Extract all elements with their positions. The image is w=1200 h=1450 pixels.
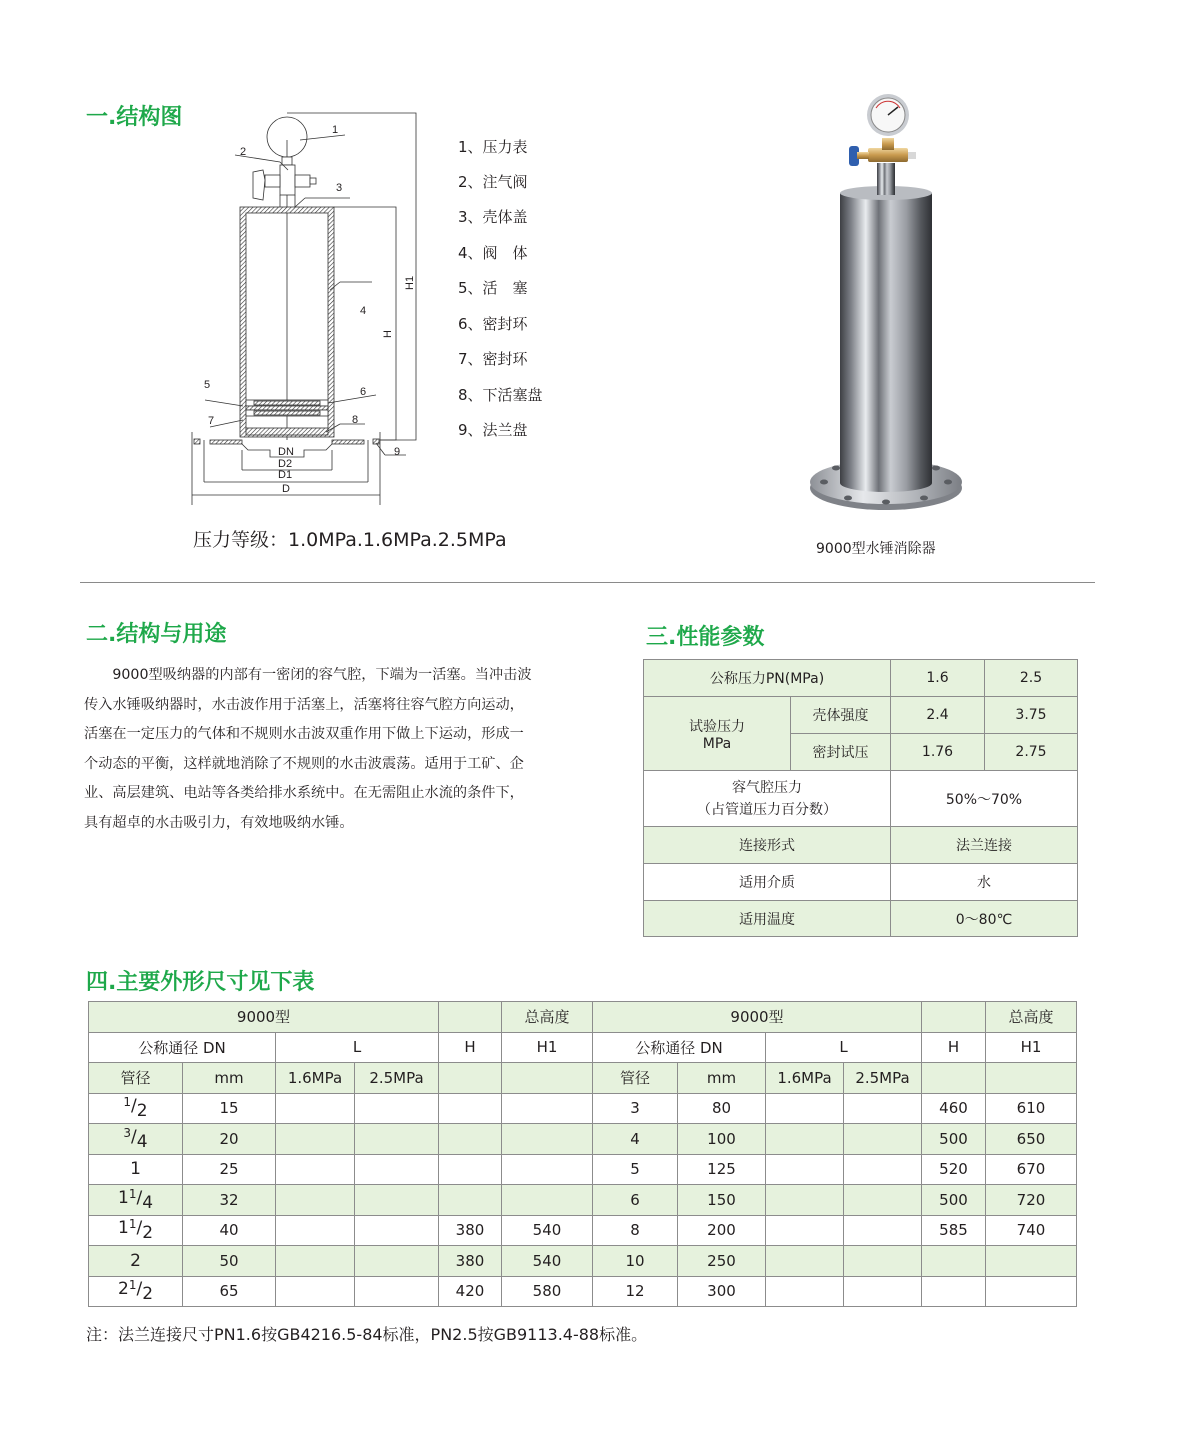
test-pressure-label (644, 697, 791, 771)
h-cell: 380 (439, 1215, 502, 1246)
h-cell: 520 (922, 1154, 986, 1185)
callout-1: 1 (332, 124, 339, 136)
table-row (89, 1093, 1077, 1124)
table-row (644, 660, 1078, 697)
h1-cell (502, 1093, 593, 1124)
l16-cell (276, 1246, 355, 1277)
h-cell (439, 1154, 502, 1185)
pipe-denominator: 2 (142, 1284, 154, 1305)
structure-diagram (180, 110, 430, 510)
callout-3: 3 (336, 182, 343, 194)
chamber-pressure-label (644, 771, 891, 827)
header-h1: H1 (986, 1032, 1077, 1063)
legend-item: 7、密封环 (458, 350, 528, 368)
h1-cell: 650 (986, 1124, 1077, 1155)
h-cell: 420 (439, 1276, 502, 1307)
legend-item: 3、壳体盖 (458, 208, 528, 226)
h1-cell: 610 (986, 1093, 1077, 1124)
pipe-size-cell: 4 (593, 1124, 678, 1155)
pipe-size-cell: $^3/_4$ (89, 1124, 183, 1155)
product-photo (800, 88, 970, 528)
table-row (89, 1246, 1077, 1277)
l25-cell (844, 1154, 922, 1185)
h-cell (439, 1093, 502, 1124)
callout-4: 4 (360, 305, 367, 317)
l16-cell (276, 1185, 355, 1216)
header-row-model (89, 1002, 1077, 1033)
pn-value: 1.6 (891, 660, 985, 697)
l16-cell (276, 1215, 355, 1246)
legend-item: 1、压力表 (458, 138, 528, 156)
header-1-6mpa: 1.6MPa (276, 1063, 355, 1094)
legend-item: 8、下活塞盘 (458, 386, 543, 404)
header-empty (439, 1002, 502, 1033)
paragraph-line: 9000型吸纳器的内部有一密闭的容气腔，下端为一活塞。当冲击波 (84, 667, 532, 683)
h-cell: 585 (922, 1215, 986, 1246)
header-nominal-dn: 公称通径 DN (593, 1032, 766, 1063)
l25-cell (355, 1154, 439, 1185)
legend-item: 2、注气阀 (458, 173, 528, 191)
header-row-units (89, 1063, 1077, 1094)
header-2-5mpa: 2.5MPa (355, 1063, 439, 1094)
dim-h1: H1 (404, 275, 416, 290)
legend-item: 4、阀 体 (458, 244, 528, 262)
l25-cell (844, 1276, 922, 1307)
h-cell: 380 (439, 1246, 502, 1277)
header-empty (986, 1063, 1077, 1094)
shell-strength-value: 2.4 (891, 697, 985, 734)
chamber-pressure-value: 50%～70% (891, 771, 1078, 827)
pipe-denominator: 4 (136, 1131, 148, 1152)
header-empty (502, 1063, 593, 1094)
h1-cell (502, 1185, 593, 1216)
nominal-pressure-label: 公称压力PN(MPa) (644, 660, 891, 697)
l16-cell (766, 1154, 844, 1185)
pipe-numerator: 1 (128, 1217, 137, 1232)
table-row (89, 1124, 1077, 1155)
pipe-denominator: 2 (136, 1101, 148, 1122)
header-l: L (276, 1032, 439, 1063)
paragraph-line: 活塞在一定压力的气体和不规则水击波双重作用下做上下运动，形成一 (84, 726, 524, 742)
pipe-size-cell: 6 (593, 1185, 678, 1216)
header-empty (922, 1002, 986, 1033)
legend-item: 9、法兰盘 (458, 421, 528, 439)
mm-cell: 200 (678, 1215, 766, 1246)
l25-cell (355, 1246, 439, 1277)
mm-cell: 40 (183, 1215, 276, 1246)
l16-cell (766, 1124, 844, 1155)
section-divider (80, 582, 1095, 583)
header-empty (922, 1063, 986, 1094)
dim-d2: D2 (278, 458, 293, 470)
pipe-whole: 1 (117, 1187, 129, 1208)
medium-label: 适用介质 (644, 864, 891, 901)
pipe-whole: 2 (117, 1279, 129, 1300)
l16-cell (766, 1093, 844, 1124)
table-row (644, 697, 1078, 734)
l16-cell (766, 1246, 844, 1277)
l16-cell (276, 1276, 355, 1307)
l16-cell (276, 1124, 355, 1155)
table-row (644, 771, 1078, 827)
h1-cell: 720 (986, 1185, 1077, 1216)
l25-cell (355, 1276, 439, 1307)
l16-cell (766, 1185, 844, 1216)
paragraph-line: 传入水锤吸纳器时，水击波作用于活塞上，活塞将往容气腔方向运动， (84, 696, 524, 713)
callout-8: 8 (352, 414, 359, 426)
l16-cell (276, 1093, 355, 1124)
l25-cell (844, 1246, 922, 1277)
h1-cell: 740 (986, 1215, 1077, 1246)
header-mm: mm (678, 1063, 766, 1094)
product-caption: 9000型水锤消除器 (816, 541, 936, 557)
paragraph-line: 个动态的平衡，这样就地消除了不规则的水击波震荡。适用于工矿、企 (84, 755, 524, 772)
l25-cell (844, 1185, 922, 1216)
mm-cell: 100 (678, 1124, 766, 1155)
l25-cell (355, 1124, 439, 1155)
dimensions-body (89, 1093, 1077, 1307)
h1-cell: 540 (502, 1215, 593, 1246)
temperature-value: 0～80℃ (891, 901, 1078, 937)
legend-item: 6、密封环 (458, 315, 528, 333)
mm-cell: 15 (183, 1093, 276, 1124)
mm-cell: 125 (678, 1154, 766, 1185)
dimensions-table (88, 1001, 1077, 1307)
h1-cell (502, 1154, 593, 1185)
mm-cell: 65 (183, 1276, 276, 1307)
shell-strength-value: 3.75 (985, 697, 1078, 734)
header-h: H (922, 1032, 986, 1063)
h-cell: 500 (922, 1185, 986, 1216)
shell-strength-label: 壳体强度 (791, 697, 891, 734)
temperature-label: 适用温度 (644, 901, 891, 937)
table-row (89, 1276, 1077, 1307)
callout-2: 2 (240, 146, 247, 158)
l25-cell (844, 1124, 922, 1155)
test-pressure-label-line2: MPa (702, 735, 732, 752)
pipe-size-cell: $2^1/_2$ (89, 1276, 183, 1307)
pn-value: 2.5 (985, 660, 1078, 697)
header-h: H (439, 1032, 502, 1063)
table-row (89, 1215, 1077, 1246)
header-nominal-dn: 公称通径 DN (89, 1032, 276, 1063)
performance-table (643, 659, 1078, 937)
header-l: L (766, 1032, 922, 1063)
pipe-size-cell: 5 (593, 1154, 678, 1185)
h-cell (922, 1246, 986, 1277)
pipe-size-cell: 12 (593, 1276, 678, 1307)
mm-cell: 250 (678, 1246, 766, 1277)
pressure-grade: 压力等级：1.0MPa.1.6MPa.2.5MPa (193, 529, 507, 551)
seal-test-value: 1.76 (891, 734, 985, 771)
callout-7: 7 (208, 415, 215, 427)
callout-6: 6 (360, 386, 367, 398)
dim-d: D (282, 483, 290, 495)
l16-cell (766, 1276, 844, 1307)
legend-item: 5、活 塞 (458, 279, 528, 297)
table-row (644, 827, 1078, 864)
medium-value: 水 (891, 864, 1078, 901)
l16-cell (276, 1154, 355, 1185)
usage-description (84, 661, 594, 838)
pipe-size-cell: $1^1/_4$ (89, 1185, 183, 1216)
l25-cell (355, 1093, 439, 1124)
h-cell (439, 1185, 502, 1216)
mm-cell: 300 (678, 1276, 766, 1307)
header-h1: H1 (502, 1032, 593, 1063)
table-row (89, 1154, 1077, 1185)
section-title-dimensions: 四.主要外形尺寸见下表 (86, 970, 315, 995)
h-cell (439, 1124, 502, 1155)
l25-cell (355, 1215, 439, 1246)
pipe-size-cell: 10 (593, 1246, 678, 1277)
dim-h: H (382, 330, 394, 338)
h1-cell: 540 (502, 1246, 593, 1277)
pipe-size-cell: 1 (89, 1154, 183, 1185)
h-cell: 460 (922, 1093, 986, 1124)
seal-test-value: 2.75 (985, 734, 1078, 771)
header-total-height: 总高度 (986, 1002, 1077, 1033)
pipe-numerator: 1 (128, 1186, 137, 1201)
mm-cell: 25 (183, 1154, 276, 1185)
callout-9: 9 (394, 446, 401, 458)
h1-cell: 580 (502, 1276, 593, 1307)
h1-cell (986, 1246, 1077, 1277)
table-row (644, 864, 1078, 901)
h1-cell: 670 (986, 1154, 1077, 1185)
footnote: 注：法兰连接尺寸PN1.6按GB4216.5-84标准，PN2.5按GB9113.4-88标准。 (86, 1325, 648, 1344)
h1-cell (502, 1124, 593, 1155)
section-title-performance: 三.性能参数 (646, 625, 765, 650)
mm-cell: 80 (678, 1093, 766, 1124)
pipe-whole: 1 (117, 1218, 129, 1239)
header-model: 9000型 (593, 1002, 922, 1033)
header-pipe-size: 管径 (593, 1063, 678, 1094)
section-title-structure-diagram: 一.结构图 (86, 105, 183, 130)
l25-cell (844, 1093, 922, 1124)
h-cell: 500 (922, 1124, 986, 1155)
table-row (644, 901, 1078, 937)
pipe-size-cell: 3 (593, 1093, 678, 1124)
seal-test-label: 密封试压 (791, 734, 891, 771)
pipe-numerator: 1 (128, 1278, 137, 1293)
mm-cell: 20 (183, 1124, 276, 1155)
mm-cell: 50 (183, 1246, 276, 1277)
header-mm: mm (183, 1063, 276, 1094)
h1-cell (986, 1276, 1077, 1307)
pipe-size-cell: $^1/_2$ (89, 1093, 183, 1124)
paragraph-line: 具有超卓的水击吸引力，有效地吸纳水锤。 (84, 814, 354, 831)
header-pipe-size: 管径 (89, 1063, 183, 1094)
pipe-size-cell: 2 (89, 1246, 183, 1277)
dim-d1: D1 (278, 469, 293, 481)
l16-cell (766, 1215, 844, 1246)
pipe-numerator: 3 (123, 1125, 132, 1140)
connection-value: 法兰连接 (891, 827, 1078, 864)
callout-5: 5 (204, 379, 211, 391)
test-pressure-label-line1: 试验压力 (689, 718, 745, 735)
chamber-pressure-label-line1: 容气腔压力 (732, 779, 802, 796)
header-row-dims (89, 1032, 1077, 1063)
mm-cell: 150 (678, 1185, 766, 1216)
l25-cell (844, 1215, 922, 1246)
mm-cell: 32 (183, 1185, 276, 1216)
pipe-denominator: 4 (142, 1192, 154, 1213)
section-title-structure-usage: 二.结构与用途 (86, 622, 227, 647)
connection-label: 连接形式 (644, 827, 891, 864)
header-empty (439, 1063, 502, 1094)
pipe-numerator: 1 (123, 1095, 132, 1110)
header-1-6mpa: 1.6MPa (766, 1063, 844, 1094)
pipe-size-cell: $1^1/_2$ (89, 1215, 183, 1246)
header-total-height: 总高度 (502, 1002, 593, 1033)
l25-cell (355, 1185, 439, 1216)
pipe-denominator: 2 (142, 1223, 154, 1244)
header-2-5mpa: 2.5MPa (844, 1063, 922, 1094)
table-row (89, 1185, 1077, 1216)
header-model: 9000型 (89, 1002, 439, 1033)
paragraph-line: 业、高层建筑、电站等各类给排水系统中。在无需阻止水流的条件下， (84, 785, 524, 801)
dim-dn: DN (278, 446, 294, 458)
pipe-size-cell: 8 (593, 1215, 678, 1246)
chamber-pressure-label-line2: （占管道压力百分数） (697, 801, 837, 818)
h-cell (922, 1276, 986, 1307)
